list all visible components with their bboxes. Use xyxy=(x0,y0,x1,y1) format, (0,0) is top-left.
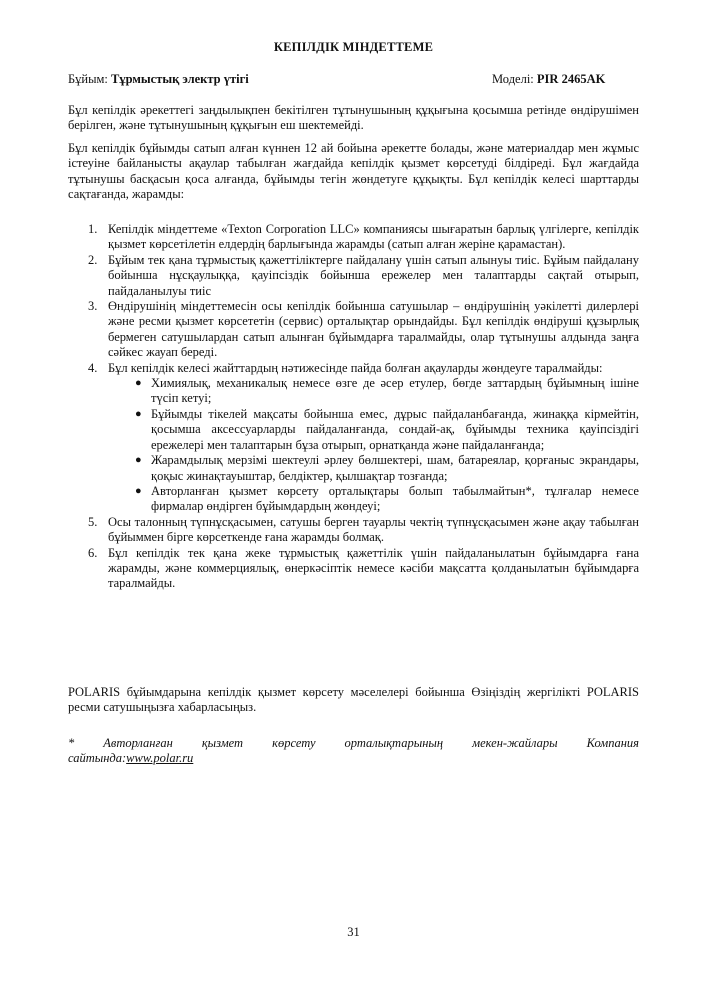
list-item-text: Бұл кепілдік келесі жайттардың нәтижесінде пайда болған ақауларды жөндеуге таралмайды: xyxy=(108,360,603,375)
bullet-icon: ● xyxy=(135,454,142,467)
list-item-number: 6. xyxy=(88,545,98,560)
page-number: 31 xyxy=(347,925,360,939)
website-link[interactable]: www.polar.ru xyxy=(126,751,194,765)
conditions-list xyxy=(68,222,639,592)
list-item-text: Осы талонның түпнұсқасымен, сатушы берген тауарлы чектің түпнұсқасымен және ақау табылған бұйыммен бірге көрсеткенде ғана жарамды болмақ. xyxy=(108,514,639,545)
intro-paragraph-2: Бұл кепілдік бұйымды сатып алған күннен 12 ай бойына әрекетте болады, және материалдар мен жұмыс істеуіне байланысты ақаулар табылған жағдайда кепілдік қызмет көрсетуді білдіреді. Бұл жағдайда тұтынушы басқасын қоса алғанда, бұйымды тегін жөндетуге құқықты. Бұл кепілдік келесі шарттарды сақтағанда, жарамды: xyxy=(68,141,639,202)
list-item-text: Бұл кепілдік тек қана жеке тұрмыстық қажеттілік үшін пайдаланылатын бұйымдарға ғана жарамды, және коммерциялық, өнеркәсіптік немесе кәсіби мақсатта қолданылатын бұйымдарға таралмайды. xyxy=(108,545,639,591)
bullet-text: Авторланған қызмет көрсету орталықтары болып табылмайтын*, тұлғалар немесе фирмалар өндірген бұйымдардың жөндеуі; xyxy=(151,483,639,514)
bullet-text: Бұйымды тікелей мақсаты бойынша емес, дұрыс пайдаланбағанда, жинаққа кірмейтін, қосымша аксессуарларды пайдаланғанда, сондай-ақ, бұйымды техника қауіпсіздігі ережелері мен талаптарын бұза отырып, орнатқанда және пайдаланғанда; xyxy=(151,406,639,452)
bullet-icon: ● xyxy=(135,407,142,420)
list-item-number: 4. xyxy=(88,360,98,375)
bullet-text: Химиялық, механикалық немесе өзге де әсер етулер, бөгде заттардың бұйымның ішіне түсіп кетуі; xyxy=(151,376,639,406)
bullet-item xyxy=(68,407,639,453)
product-label: Бұйым: xyxy=(68,72,108,86)
list-item xyxy=(68,361,639,376)
model-label: Моделі: xyxy=(492,72,534,86)
intro-paragraph-1: Бұл кепілдік әрекеттегі заңдылықпен бекітілген тұтынушының құқығына қосымша ретінде өндірушімен берілген, және тұтынушының құқығын еш шектемейді. xyxy=(68,103,639,133)
bullet-icon: ● xyxy=(135,484,142,497)
page-title: КЕПІЛДІК МІНДЕТТЕМЕ xyxy=(273,40,434,54)
model-line xyxy=(492,72,605,87)
bullet-icon: ● xyxy=(135,377,142,390)
bullet-item xyxy=(68,484,639,515)
list-item xyxy=(68,299,639,361)
footnote-line-2 xyxy=(68,751,193,766)
list-item xyxy=(68,222,639,253)
contact-paragraph: POLARIS бұйымдарына кепілдік қызмет көрсету мәселелері бойынша Өзіңіздің жергілікті POLARIS ресми сатушыңызға хабарласыңыз. xyxy=(68,685,639,715)
list-item-text: Өндірушінің міндеттемесін осы кепілдік бойынша сатушылар – өндірушінің уәкілетті дилерлері және ресми қызмет көрсететін (сервис) орталықтар орындайды. Бұл кепілдік өндіруші құзырлық бермеген сатушылардан сатып алынған бұйымдарға таралмайды, олар тұтынушы алдында заңға сәйкес жауап береді. xyxy=(108,299,639,360)
product-value: Тұрмыстық электр үтігі xyxy=(111,72,249,86)
list-item xyxy=(68,515,639,546)
list-item xyxy=(68,546,639,592)
list-item-number: 2. xyxy=(88,252,98,267)
footnote-line-1: * Авторланған қызмет көрсету орталықтарының мекен-жайлары Компания xyxy=(68,736,639,750)
list-item-number: 1. xyxy=(88,222,98,236)
list-item xyxy=(68,253,639,299)
bullet-item xyxy=(68,453,639,484)
bullet-text: Жарамдылық мерзімі шектеулі әрлеу бөлшектері, шам, батареялар, қорғаныс экрандары, қоқыс жинақтауыштар, белдіктер, қылшақтар тозғанда; xyxy=(151,453,639,483)
list-item-number: 5. xyxy=(88,514,98,529)
list-item-text: Бұйым тек қана тұрмыстық қажеттіліктерге пайдалану үшін сатып алынуы тиіс. Бұйым пайдалану бойынша нұсқаулыққа, қауіпсіздік бойынша ережелер мен талаптарды сақтай отырып, пайдаланылуы тиіс xyxy=(108,252,639,298)
model-value: PIR 2465AK xyxy=(536,72,606,86)
product-line xyxy=(68,72,249,87)
list-item-number: 3. xyxy=(88,299,98,314)
footnote-prefix: сайтында: xyxy=(68,751,127,765)
list-item-text: Кепілдік міндеттеме «Texton Corporation LLC» компаниясы шығаратын барлық үлгілерге, кепілдік қызмет көрсетілетін елдердің барлығында жарамды (сатып алған жеріне қарамастан). xyxy=(108,222,639,252)
bullet-item xyxy=(68,376,639,407)
